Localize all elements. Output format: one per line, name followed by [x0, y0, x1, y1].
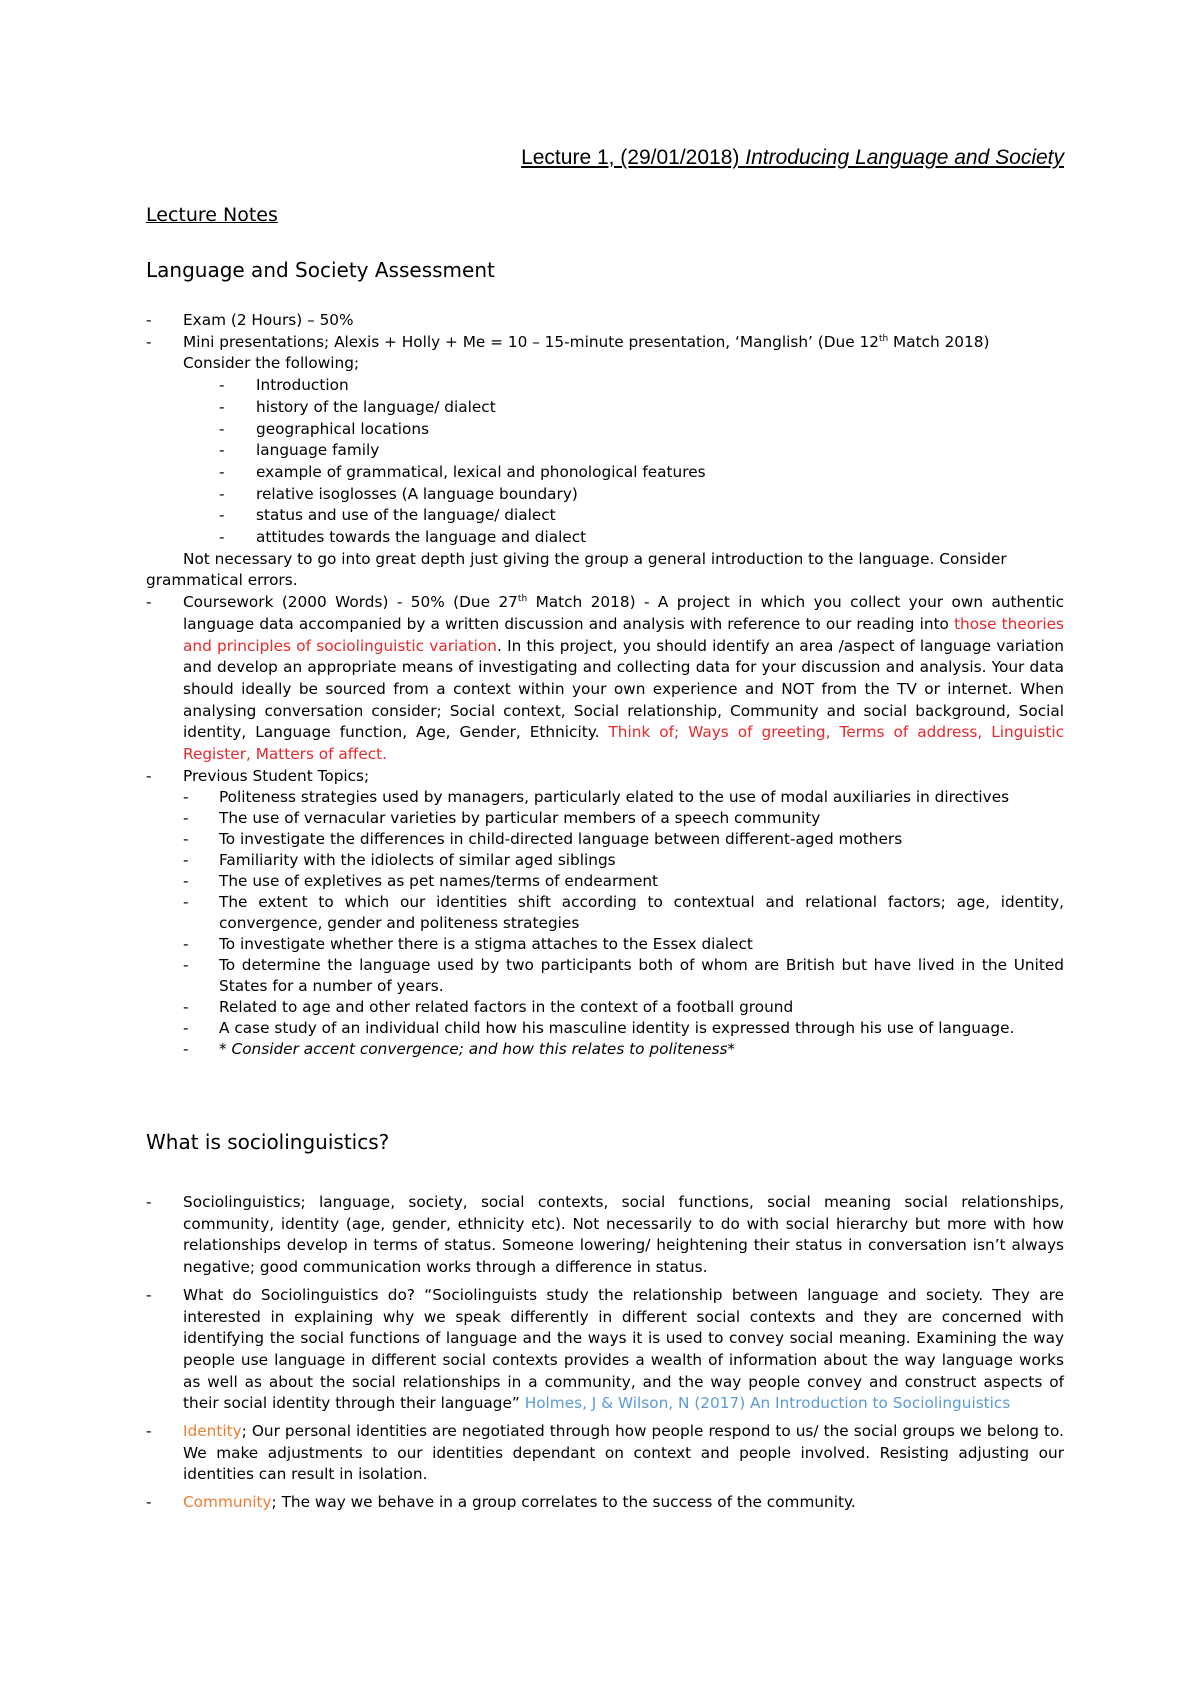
topic: The extent to which our identities shift according to contextual and relational factors; age, identity, convergence, gender and politeness strategies	[219, 893, 1064, 933]
list-item: - Politeness strategies used by managers, particularly elated to the use of modal auxiliaries in directives	[183, 788, 1010, 807]
consider-item: attitudes towards the language and dialect	[256, 528, 587, 547]
consider-label: Consider the following;	[183, 354, 360, 373]
paragraph: ; The way we behave in a group correlates to the success of the community.	[271, 1493, 856, 1512]
paragraph: What do Sociolinguistics do? “Sociolinguists study the relationship between language and society. They are interested in explaining why we speak differently in different social contexts and they are concerned with identifying the social functions of language and the ways it is used to convey social meaning. Examining the way people use language in different social contexts provides a wealth of information about the way language works as well as about the social relationships in a community, and the way people convey and construct aspects of their social identity through their language”	[183, 1285, 1064, 1413]
coursework-text: Match 2018) - A project in which you collect your own authentic language data accompanied by a written discussion and analysis with reference to our reading into	[183, 593, 1064, 633]
paragraph: Sociolinguistics; language, society, social contexts, social functions, social meaning social relationships, community, identity (age, gender, ethnicity etc). Not necessarily to do with social hierarchy but more with how relationships develop in terms of status. Someone lowering/ heightening their status in conversation isn’t always negative; good communication works through a difference in status.	[183, 1193, 1064, 1277]
topics-list	[146, 787, 1064, 1060]
not-necessary-line: Not necessary to go into great depth just giving the group a general introduction to the language. Consider	[183, 549, 1007, 568]
mini-text: Mini presentations; Alexis + Holly + Me = 10 – 15-minute presentation, ‘Manglish’ (Due 12	[183, 332, 879, 351]
topic: The use of vernacular varieties by particular members of a speech community	[219, 809, 821, 828]
list-item: - Coursework (2000 Words) - 50% (Due 27th Match 2018) - A project in which you collect your own authentic language data accompanied by a written discussion and analysis with reference to our reading into those theories and principles of sociolinguistic variation. In this project, you should identify an area /aspect of language variation and develop an appropriate means of investigating and collecting data for your discussion and analysis. Your data should ideally be sourced from a context within your own experience and NOT from the TV or internet. When analysing conversation consider; Social context, Social relationship, Community and social background, Social identity, Language function, Age, Gender, Ethnicity. Think of; Ways of greeting, Terms of address, Linguistic Register, Matters of affect.	[146, 593, 1065, 764]
not-necessary-line-2: grammatical errors.	[146, 571, 298, 590]
list-item: - relative isoglosses (A language boundary)	[219, 484, 578, 503]
heading-lecture-notes: Lecture Notes	[146, 204, 278, 226]
consider-item: geographical locations	[256, 419, 430, 438]
list-item: - Exam (2 Hours) – 50%	[146, 311, 354, 329]
superscript: th	[517, 594, 528, 605]
topic: The use of expletives as pet names/terms of endearment	[219, 872, 659, 891]
topic: To determine the language used by two participants both of whom are British but have lived in the United States for a number of years.	[219, 956, 1064, 996]
title-italic: Introducing Language and Society	[745, 146, 1064, 169]
exam-text: Exam (2 Hours) – 50%	[183, 311, 354, 329]
topic-note: * Consider accent convergence; and how this relates to politeness*	[219, 1040, 736, 1059]
consider-item: language family	[256, 441, 380, 460]
paragraph: ; Our personal identities are negotiated through how people respond to us/ the social groups we belong to. We make adjustments to our identities dependant on context and people involved. Resisting adjusting our identities can result in isolation.	[183, 1422, 1064, 1484]
list-item: - Community; The way we behave in a group correlates to the success of the community.	[146, 1493, 856, 1512]
list-item: - Sociolinguistics; language, society, social contexts, social functions, social meaning social relationships, community, identity (age, gender, ethnicity etc). Not necessarily to do with social hierarchy but more with how relationships develop in terms of status. Someone lowering/ heightening their status in conversation isn’t always negative; good communication works through a difference in status.	[146, 1193, 1064, 1277]
superscript: th	[878, 333, 889, 344]
list-item: - Previous Student Topics;	[146, 766, 370, 785]
list-item: - To investigate whether there is a stigma attaches to the Essex dialect	[183, 935, 753, 954]
heading-assessment: Language and Society Assessment	[146, 258, 495, 282]
mini-text-end: Match 2018)	[888, 332, 990, 351]
list-item: - example of grammatical, lexical and phonological features	[219, 462, 706, 481]
highlight-text: those theories and principles of sociolinguistic variation	[183, 614, 1065, 655]
topic: Familiarity with the idiolects of similar aged siblings	[219, 851, 616, 870]
coursework-text: Coursework (2000 Words) - 50% (Due 27	[183, 593, 518, 612]
list-item: - history of the language/ dialect	[219, 397, 496, 416]
topic: A case study of an individual child how his masculine identity is expressed through his use of language.	[219, 1019, 1015, 1038]
list-item: - What do Sociolinguistics do? “Sociolinguists study the relationship between language and society. They are interested in explaining why we speak differently in different social contexts and they are concerned with identifying the social functions of language and the ways it is used to convey social meaning. Examining the way people use language in different social contexts provides a wealth of information about the way language works as well as about the social relationships in a community, and the way people convey and construct aspects of their social identity through their language” Holmes, J & Wilson, N (2017) An Introduction to Sociolinguistics	[146, 1285, 1064, 1413]
topic: To investigate whether there is a stigma attaches to the Essex dialect	[219, 935, 753, 954]
term-label: Identity	[183, 1422, 242, 1441]
sociolinguistics-section	[146, 1192, 1064, 1514]
list-item: - Mini presentations; Alexis + Holly + Me = 10 – 15-minute presentation, ‘Manglish’ (Due 12th Match 2018)	[146, 332, 990, 351]
list-item: - status and use of the language/ dialect	[219, 506, 556, 525]
title-prefix: Lecture 1, (29/01/2018)	[521, 146, 740, 169]
list-item: - attitudes towards the language and dialect	[219, 528, 587, 547]
topic: Related to age and other related factors in the context of a football ground	[219, 998, 794, 1017]
list-item: - Identity; Our personal identities are negotiated through how people respond to us/ the social groups we belong to. We make adjustments to our identities dependant on context and people involved. Resisting adjusting our identities can result in isolation.	[146, 1422, 1064, 1484]
list-item: - Introduction	[219, 376, 349, 395]
highlight-text: Think of; Ways of greeting, Terms of address, Linguistic Register, Matters of affect.	[183, 723, 1064, 764]
heading-what-is: What is sociolinguistics?	[146, 1130, 390, 1154]
list-item: - Related to age and other related factors in the context of a football ground	[183, 998, 794, 1017]
term-label: Community	[183, 1493, 272, 1512]
reference-text: Holmes, J & Wilson, N (2017) An Introduction to Sociolinguistics	[524, 1394, 1011, 1413]
consider-item: history of the language/ dialect	[256, 397, 496, 416]
list-item: - language family	[219, 441, 380, 460]
list-item: - The use of vernacular varieties by particular members of a speech community	[183, 809, 821, 828]
list-item: - A case study of an individual child how his masculine identity is expressed through his use of language.	[183, 1019, 1015, 1038]
list-item: - The extent to which our identities shift according to contextual and relational factors; age, identity, convergence, gender and politeness strategies	[183, 893, 1064, 933]
topic: Politeness strategies used by managers, particularly elated to the use of modal auxiliaries in directives	[219, 788, 1010, 807]
consider-item: status and use of the language/ dialect	[256, 506, 556, 525]
list-item: - The use of expletives as pet names/terms of endearment	[183, 872, 659, 891]
page-title	[521, 146, 1064, 170]
previous-topics-label: Previous Student Topics;	[183, 766, 370, 785]
list-item: - Familiarity with the idiolects of similar aged siblings	[183, 851, 616, 870]
list-item: - * Consider accent convergence; and how this relates to politeness*	[183, 1040, 736, 1059]
list-item: - To determine the language used by two participants both of whom are British but have lived in the United States for a number of years.	[183, 956, 1064, 996]
consider-item: relative isoglosses (A language boundary)	[256, 484, 578, 503]
topic: To investigate the differences in child-directed language between different-aged mothers	[219, 830, 903, 849]
list-item: - To investigate the differences in child-directed language between different-aged mothers	[183, 830, 903, 849]
consider-item: Introduction	[256, 376, 349, 395]
coursework-text: . In this project, you should identify an area /aspect of language variation and develop an appropriate means of investigating and collecting data for your discussion and analysis. Your data should ideally be sourced from a context within your own experience and NOT from the TV or internet. When analysing conversation consider; Social context, Social relationship, Community and social background, Social identity, Language function, Age, Gender, Ethnicity.	[183, 636, 1064, 742]
list-item: - geographical locations	[219, 419, 430, 438]
consider-item: example of grammatical, lexical and phonological features	[256, 462, 706, 481]
assessment-section	[146, 310, 1064, 1060]
